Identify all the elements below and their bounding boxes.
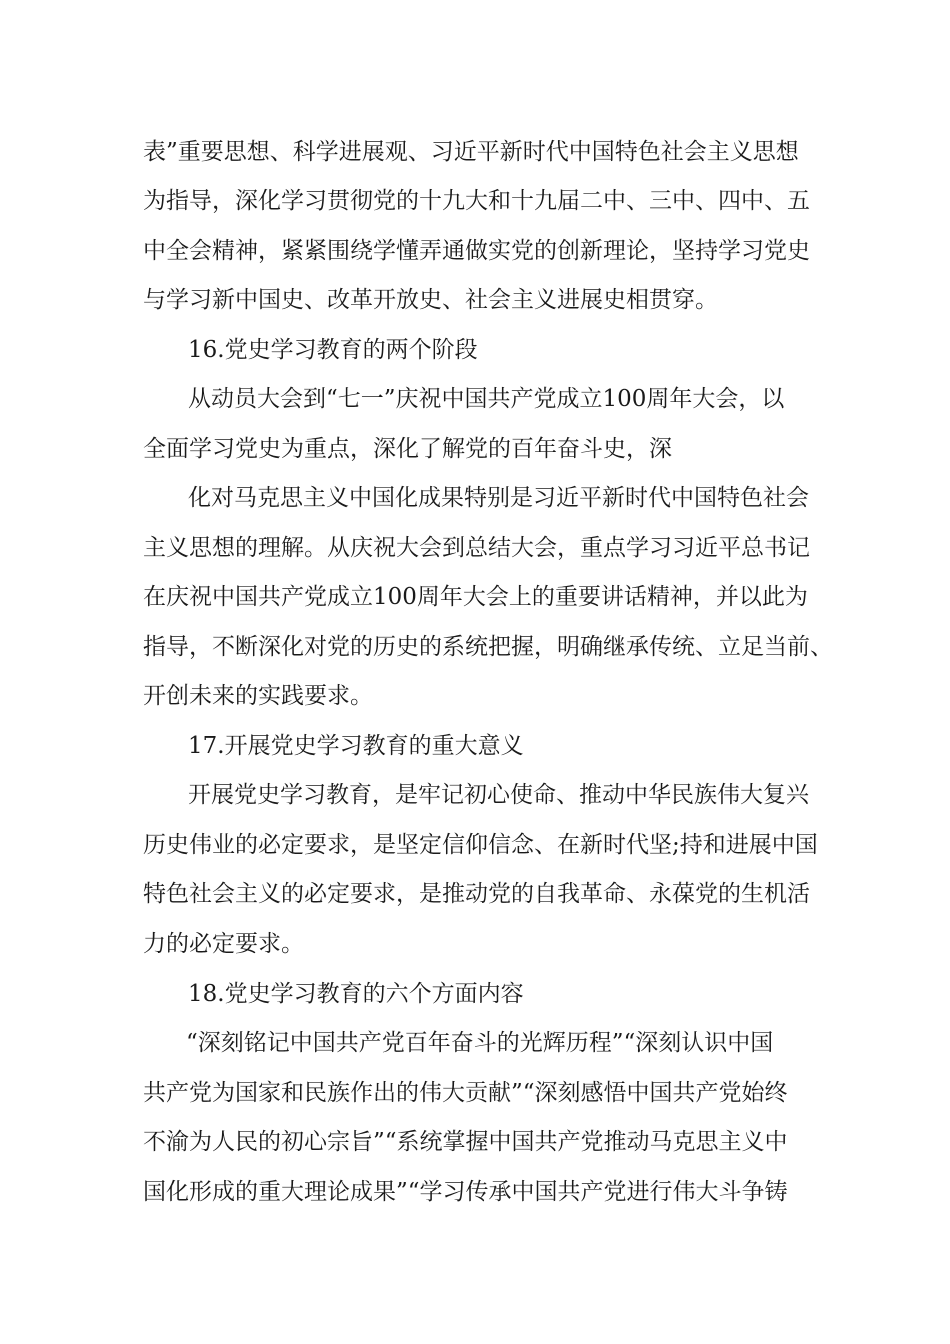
body-text-line: 与学习新中国史、改革开放史、社会主义进展史相贯穿。	[143, 287, 718, 313]
section-heading-18: 18.党史学习教育的六个方面内容	[188, 981, 524, 1007]
body-text-line: 历史伟业的必定要求，是坚定信仰信念、在新时代坚;持和进展中国	[143, 832, 818, 858]
body-text-line: 从动员大会到“七一”庆祝中国共产党成立100周年大会，以	[188, 386, 785, 412]
body-text-line: 指导，不断深化对党的历史的系统把握，明确继承传统、立足当前、	[143, 634, 833, 660]
body-text-line: 开创未来的实践要求。	[143, 683, 373, 709]
section-heading-16: 16.党史学习教育的两个阶段	[188, 337, 478, 363]
body-text-line: 主义思想的理解。从庆祝大会到总结大会，重点学习习近平总书记	[143, 535, 810, 561]
body-text-line: “深刻铭记中国共产党百年奋斗的光辉历程”“深刻认识中国	[186, 1030, 774, 1056]
body-text-line: 开展党史学习教育，是牢记初心使命、推动中华民族伟大复兴	[188, 782, 809, 808]
section-heading-17: 17.开展党史学习教育的重大意义	[188, 733, 524, 759]
body-text-line: 力的必定要求。	[143, 931, 304, 957]
body-text-line: 为指导，深化学习贯彻党的十九大和十九届二中、三中、四中、五	[143, 188, 810, 214]
body-text-line: 共产党为国家和民族作出的伟大贡献”“深刻感悟中国共产党始终	[143, 1080, 788, 1106]
body-text-line: 在庆祝中国共产党成立100周年大会上的重要讲话精神，并以此为	[143, 584, 808, 610]
body-text-line: 不渝为人民的初心宗旨”“系统掌握中国共产党推动马克思主义中	[143, 1129, 788, 1155]
body-text-line: 表”重要思想、科学进展观、习近平新时代中国特色社会主义思想	[143, 139, 799, 165]
body-text-line: 中全会精神，紧紧围绕学懂弄通做实党的创新理论，坚持学习党史	[143, 238, 810, 264]
body-text-line: 全面学习党史为重点，深化了解党的百年奋斗史，深	[143, 436, 672, 462]
body-text-line: 国化形成的重大理论成果”“学习传承中国共产党进行伟大斗争铸	[143, 1179, 788, 1205]
body-text-line: 化对马克思主义中国化成果特别是习近平新时代中国特色社会	[188, 485, 809, 511]
body-text-line: 特色社会主义的必定要求，是推动党的自我革命、永葆党的生机活	[143, 881, 810, 907]
